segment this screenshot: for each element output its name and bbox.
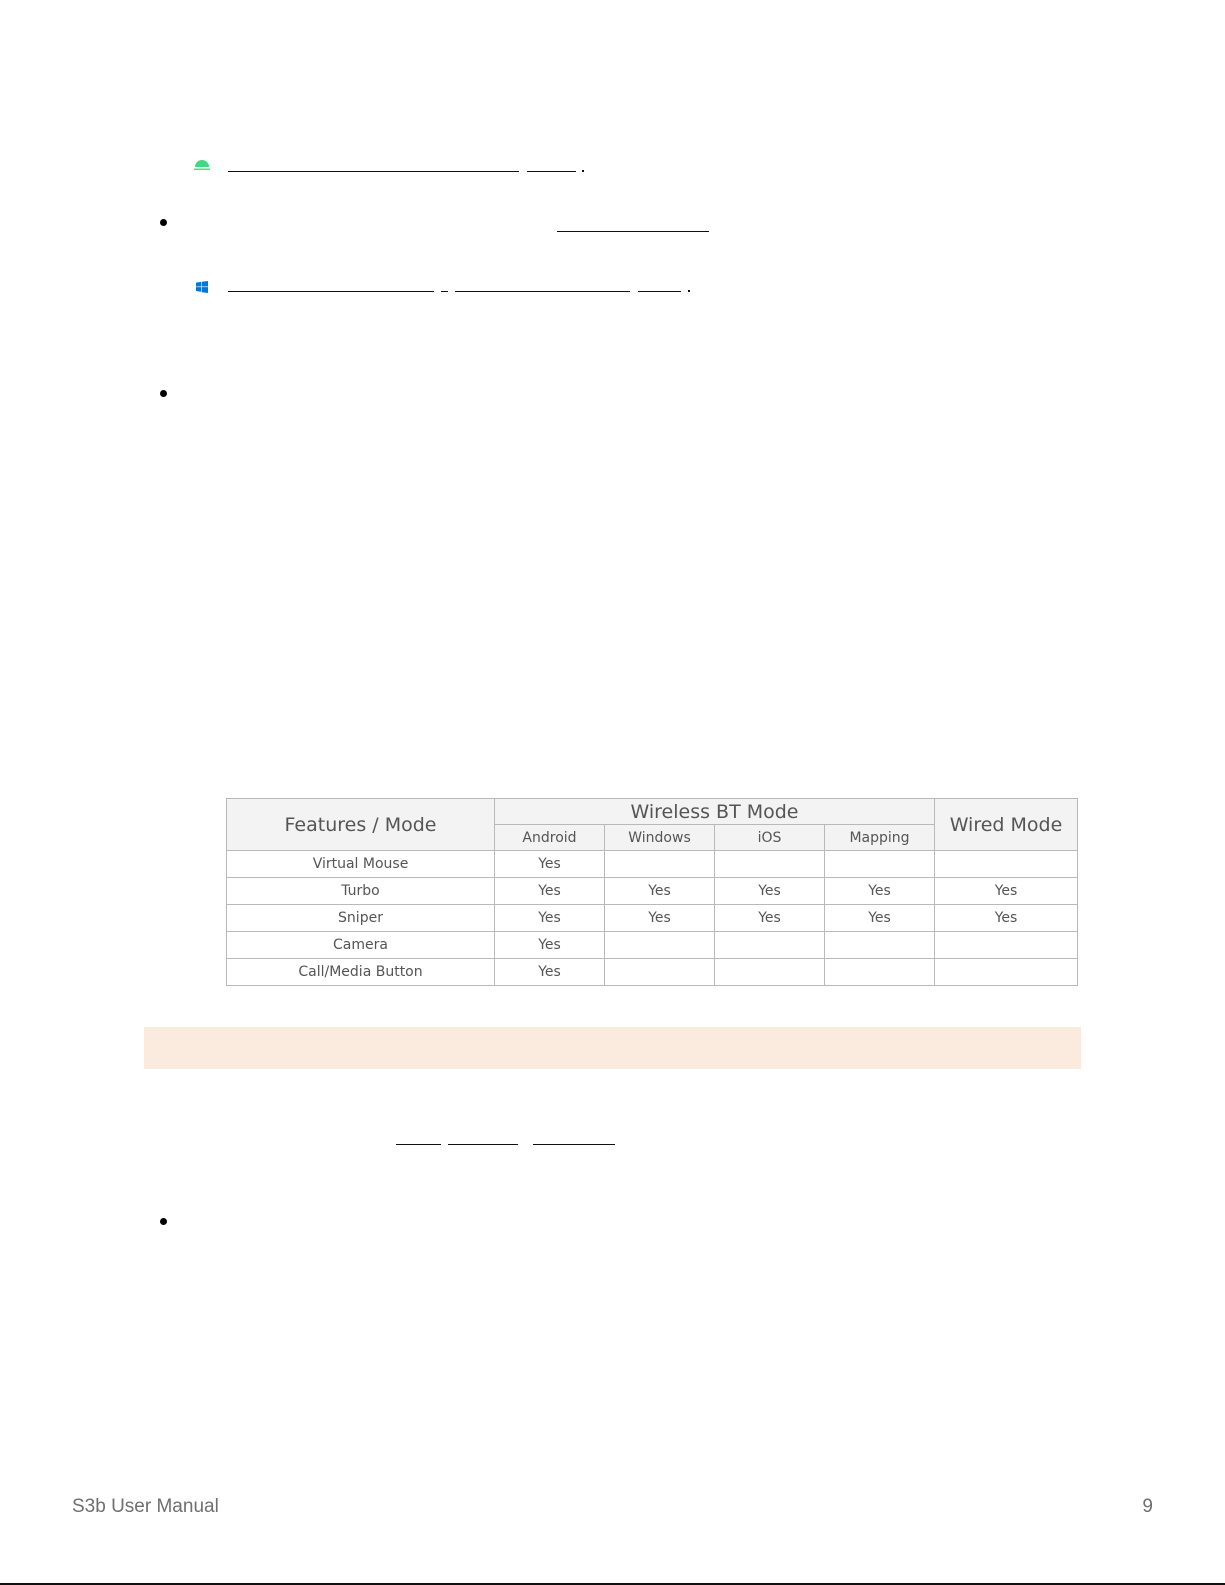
link-underline[interactable] [557, 231, 709, 232]
windows-link-period [688, 290, 690, 292]
cell-mapping [825, 851, 935, 878]
cell-mapping: Yes [825, 905, 935, 932]
table-row [227, 851, 1078, 878]
header-ios: iOS [715, 825, 825, 851]
windows-link-underline-2[interactable] [441, 291, 448, 292]
android-icon [193, 158, 211, 172]
android-link-period [582, 170, 584, 172]
note-band [144, 1027, 1081, 1069]
header-wired-mode: Wired Mode [935, 799, 1078, 851]
windows-link-underline-4[interactable] [638, 291, 681, 292]
windows-icon [196, 280, 208, 292]
cell-windows [605, 932, 715, 959]
cell-windows [605, 959, 715, 986]
link-underline[interactable] [448, 1144, 518, 1145]
android-link-underline-2[interactable] [527, 171, 576, 172]
page-number: 9 [1142, 1496, 1153, 1517]
cell-mapping [825, 932, 935, 959]
link-underline[interactable] [533, 1144, 615, 1145]
footer-title: S3b User Manual [72, 1496, 219, 1517]
windows-link-underline[interactable] [228, 291, 434, 292]
cell-windows: Yes [605, 878, 715, 905]
header-wireless-bt-mode: Wireless BT Mode [495, 799, 935, 825]
table-row [227, 878, 1078, 905]
bullet [160, 219, 167, 226]
cell-wired [935, 932, 1078, 959]
cell-ios: Yes [715, 905, 825, 932]
feature-name: Sniper [227, 905, 495, 932]
cell-android: Yes [495, 959, 605, 986]
feature-name: Call/Media Button [227, 959, 495, 986]
cell-ios [715, 851, 825, 878]
cell-ios [715, 959, 825, 986]
table-row [227, 959, 1078, 986]
header-android: Android [495, 825, 605, 851]
header-windows: Windows [605, 825, 715, 851]
cell-wired [935, 851, 1078, 878]
feature-name: Camera [227, 932, 495, 959]
link-underline[interactable] [396, 1144, 441, 1145]
cell-mapping: Yes [825, 878, 935, 905]
cell-windows [605, 851, 715, 878]
bullet [160, 1218, 167, 1225]
table-row [227, 905, 1078, 932]
feature-name: Virtual Mouse [227, 851, 495, 878]
cell-wired: Yes [935, 905, 1078, 932]
cell-mapping [825, 959, 935, 986]
cell-android: Yes [495, 905, 605, 932]
header-mapping: Mapping [825, 825, 935, 851]
header-features-mode: Features / Mode [227, 799, 495, 851]
cell-ios: Yes [715, 878, 825, 905]
cell-ios [715, 932, 825, 959]
feature-mode-table [226, 798, 1078, 986]
cell-windows: Yes [605, 905, 715, 932]
windows-link-underline-3[interactable] [455, 291, 630, 292]
bullet [160, 390, 167, 397]
cell-android: Yes [495, 932, 605, 959]
table-row [227, 932, 1078, 959]
feature-name: Turbo [227, 878, 495, 905]
cell-android: Yes [495, 851, 605, 878]
cell-wired: Yes [935, 878, 1078, 905]
android-link-underline[interactable] [228, 171, 519, 172]
cell-android: Yes [495, 878, 605, 905]
cell-wired [935, 959, 1078, 986]
